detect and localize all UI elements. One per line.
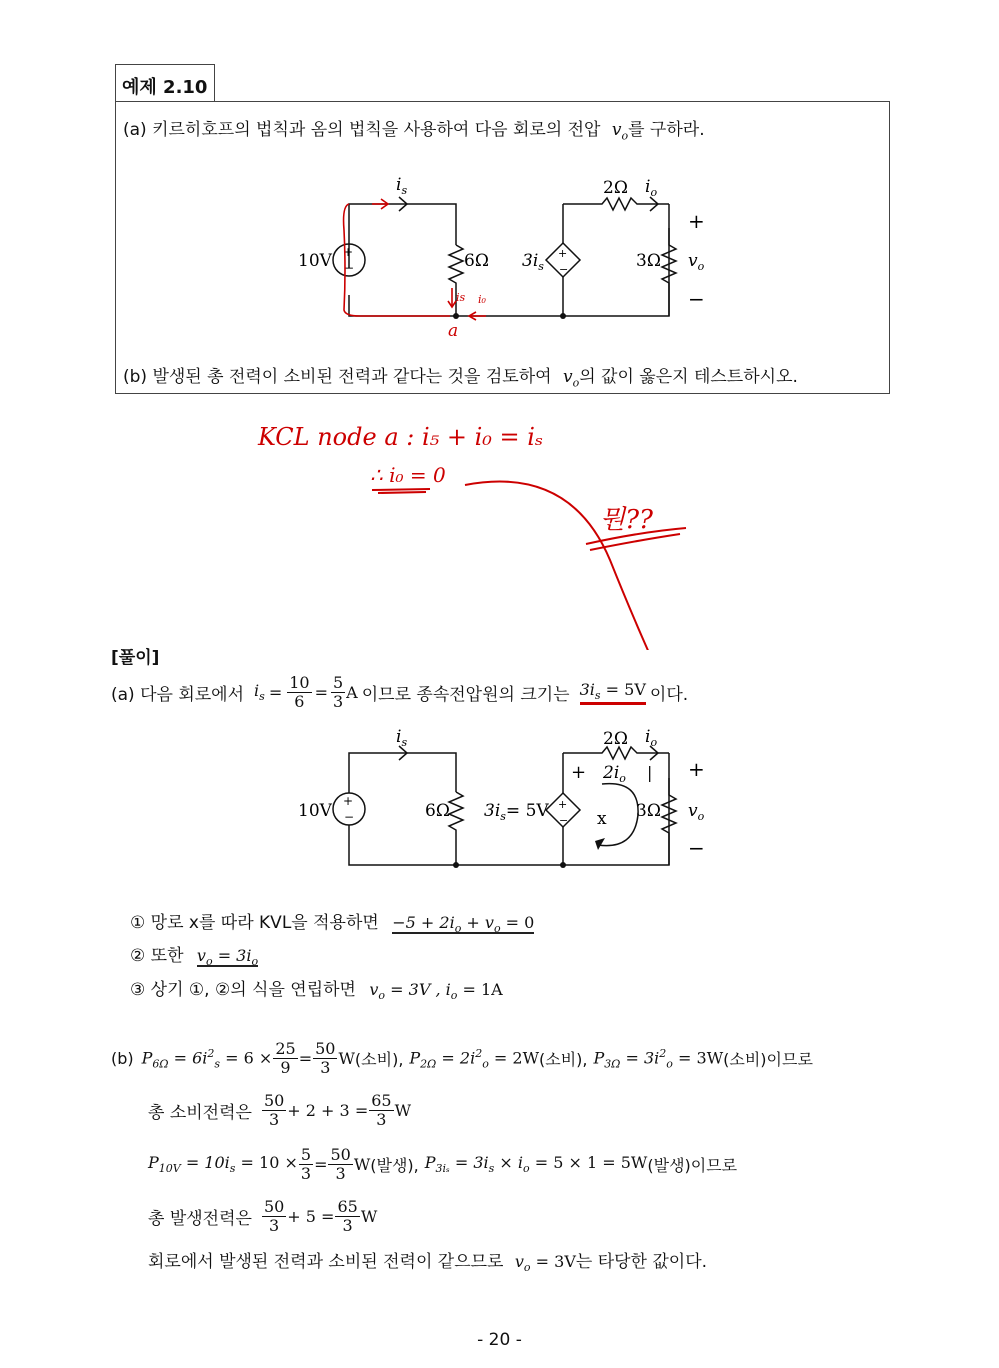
circuit-diagram-2 [280, 720, 720, 880]
svg-text:−: − [344, 261, 355, 275]
problem-a-text: (a) 키르히호프의 법칙과 옴의 법칙을 사용하여 다음 회로의 전압 [123, 120, 601, 140]
svg-text:+: + [558, 798, 568, 811]
r6-label-2: 6Ω [425, 801, 450, 821]
step-3-eq: $v_o = 3V$ , $i_o = 1A$ [369, 980, 503, 1003]
sol-a-unit: A [346, 683, 358, 702]
power-generated-line: $P_{10V} = 10i_s = 10$ × $\frac{5}{3}$ = $\frac{50}{3}$ W (발생), $P_{3i_s} = 3i_s \times i_o = 5 \times 1 = 5W$ (발생)이므로 [148, 1145, 738, 1183]
r2-label-2: 2Ω [603, 729, 628, 749]
r3-label: 3Ω [636, 251, 661, 271]
source-label: 10V [298, 251, 332, 271]
handwritten-notes [240, 410, 710, 650]
example-title: 예제 2.10 [122, 77, 208, 98]
is-label: $i_s$ [396, 175, 408, 197]
solution-part-a [111, 674, 688, 711]
conclusion-line: 회로에서 발생된 전력과 소비된 전력이 같으므로 $v_o = 3V$는 타당한 값이다. [148, 1252, 708, 1275]
r6-label: 6Ω [464, 251, 489, 271]
is-label-2: $i_s$ [396, 727, 408, 749]
step-3: ③ 상기 ①, ②의 식을 연립하면 $v_o = 3V$ , $i_o = 1A$ [130, 980, 503, 1003]
sol-a-is: $i_s$ [254, 681, 265, 704]
step-1-eq: $-5 + 2i_o + v_o = 0$ [392, 913, 535, 936]
r2-label: 2Ω [603, 178, 628, 198]
hw-therefore: ∴ i₀ = 0 [370, 463, 446, 487]
total-consumed-line: 총 소비전력은 $\frac{50}{3}$ + 2 + 3 = $\frac{65}{3}$ W [148, 1091, 412, 1129]
step-2-eq: $v_o = 3i_o$ [196, 946, 259, 969]
svg-text:−: − [559, 814, 569, 827]
svg-text:−: − [559, 263, 569, 276]
sol-a-mid: 이므로 종속전압원의 크기는 [361, 685, 570, 705]
problem-a-end: 를 구하라. [628, 120, 705, 140]
sol-a-end: 이다. [649, 685, 689, 705]
dep-label-2: $3i_s= 5V$ [484, 801, 549, 823]
sol-a-frac1: $\frac{10}{6}$ [289, 673, 310, 711]
io-label: $i_o$ [645, 177, 658, 199]
sol-a-eq2: = [314, 683, 328, 702]
svg-text:+: + [343, 794, 354, 808]
circuit-diagram-1 [280, 170, 720, 340]
io-label-2: $i_o$ [645, 727, 658, 749]
svg-text:−: − [344, 810, 355, 824]
svg-text:+: + [558, 247, 568, 260]
source-label-2: 10V [298, 801, 332, 821]
vo-minus: − [688, 287, 705, 311]
sol-a-eq1: = [268, 683, 283, 702]
hw-is: is [456, 291, 466, 304]
page-number: - 20 - [477, 1330, 522, 1350]
dep-label: $3i_s$ [522, 251, 544, 273]
sol-a-prefix: (a) 다음 회로에서 [111, 685, 245, 705]
vo-label-2: $v_o$ [688, 801, 705, 823]
hw-question: 뭔?? [600, 505, 653, 535]
step-2: ② 또한 $v_o = 3i_o$ [130, 946, 259, 969]
vo-label: $v_o$ [688, 251, 705, 273]
problem-part-b [123, 362, 798, 389]
sol-a-frac2: $\frac{5}{3}$ [332, 673, 344, 711]
hw-kcl-note: KCL node a : i₅ + i₀ = iₛ [258, 423, 544, 451]
problem-part-a [123, 115, 705, 142]
hw-node-a: a [448, 321, 459, 340]
node-dot [560, 313, 566, 319]
total-generated-line: 총 발생전력은 $\frac{50}{3}$ + 5 = $\frac{65}{3}$ W [148, 1197, 378, 1235]
step-1: ① 망로 x를 따라 KVL을 적용하면 $-5 + 2i_o + v_o = 0$ [130, 913, 535, 936]
solution-heading: [풀이] [111, 648, 160, 668]
node-a-dot [453, 313, 459, 319]
hw-io: i₀ [478, 293, 486, 306]
loop-label: x [597, 809, 607, 829]
problem-a-var: $v_o$ [611, 120, 629, 143]
r3-label-2: 3Ω [636, 801, 661, 821]
vo-minus-2: − [688, 836, 705, 860]
svg-text:+: + [343, 245, 354, 259]
problem-b-var: $v_o$ [562, 367, 580, 390]
drop-plus: + [571, 762, 587, 783]
sol-a-dep: $3i_s = 5V$ [580, 680, 646, 705]
drop-label: $2i_o$ [603, 763, 626, 785]
vo-plus-2: + [688, 757, 705, 781]
problem-b-end: 의 값이 옳은지 테스트하시오. [579, 367, 798, 387]
drop-minus: | [647, 763, 653, 782]
problem-b-text: (b) 발생된 총 전력이 소비된 전력과 같다는 것을 검토하여 [123, 367, 552, 387]
vo-plus: + [688, 209, 705, 233]
power-consumed-line: (b) $P_{6\Omega} = 6i^2_s = 6$ × $\frac{25}{9}$ = $\frac{50}{3}$ W (소비), $P_{2\Omega} = 2i^2_o = 2W$ (소비), $P_{3\Omega} = 3i^2_o = 3W$ (소비)이므로 [111, 1039, 813, 1077]
